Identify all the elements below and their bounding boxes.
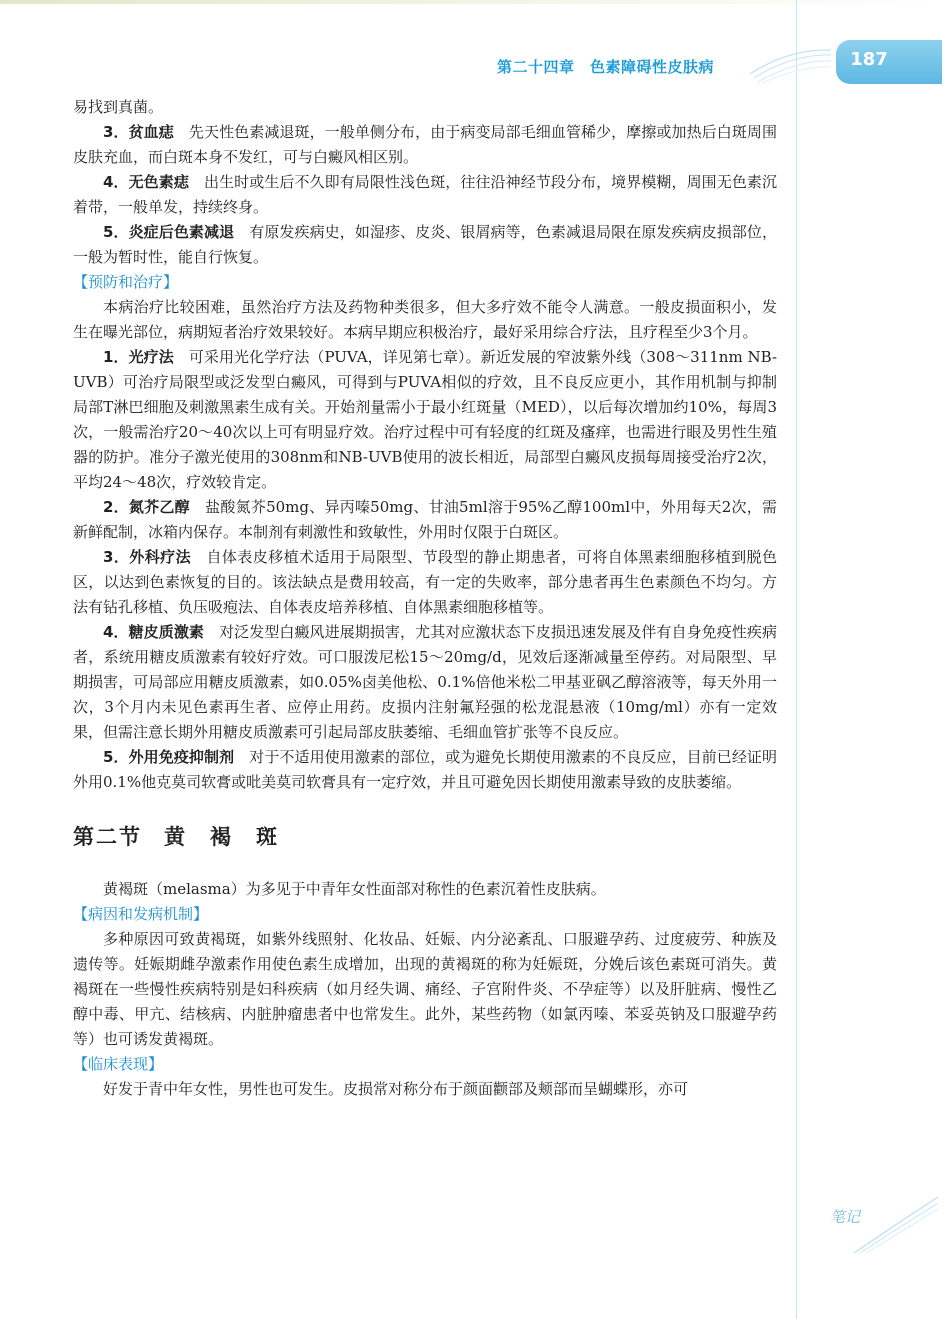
diff-item-text: 先天性色素减退斑，一般单侧分布，由于病变局部毛细血管稀少，摩擦或加热后白斑周围皮肤充血，而白斑本身不发红，可与白癜风相区别。	[73, 123, 777, 166]
chapter-header-title: 第二十四章 色素障碍性皮肤病	[497, 58, 715, 76]
diff-item-text: 有原发疾病史，如湿疹、皮炎、银屑病等，色素减退局限在原发疾病皮损部位，一般为暂时性，能自行恢复。	[73, 223, 777, 266]
notes-margin-rule	[796, 0, 797, 1319]
prevention-intro: 本病治疗比较困难，虽然治疗方法及药物种类很多，但大多疗效不能令人满意。一般皮损面积小，发生在曝光部位，病期短者治疗效果较好。本病早期应积极治疗，最好采用综合疗法，且疗程至少3个月。	[73, 298, 777, 341]
etiology-heading: 【病因和发病机制】	[73, 905, 209, 923]
treatment-label: 4．糖皮质激素	[103, 623, 204, 641]
section-number: 第二节	[73, 825, 142, 849]
treatment-item	[73, 495, 777, 545]
treatment-item	[73, 620, 777, 745]
notes-swoosh-decoration	[850, 1195, 940, 1255]
top-decorative-bar	[0, 0, 950, 4]
treatment-text: 对泛发型白癜风进展期损害，尤其对应激状态下皮损迅速发展及伴有自身免疫性疾病者，系统用糖皮质激素有较好疗效。可口服泼尼松15～20mg/d，见效后逐渐减量至停药。对局限型、早期损害，可局部应用糖皮质激素，如0.05%卤美他松、0.1%倍他米松二甲基亚砜乙醇溶液等，每天外用一次，3个月内未见色素再生者、应停止用药。皮损内注射氟羟强的松龙混悬液（10mg/ml）亦有一定效果，但需注意长期外用糖皮质激素可引起局部皮肤萎缩、毛细血管扩张等不良反应。	[73, 623, 777, 741]
melasma-intro: 黄褐斑（melasma）为多见于中青年女性面部对称性的色素沉着性皮肤病。	[103, 880, 606, 898]
page-number-tab	[836, 40, 942, 84]
treatment-label: 2．氮芥乙醇	[103, 498, 190, 516]
diff-item	[73, 120, 777, 170]
page-number: 187	[850, 49, 888, 70]
treatment-text: 对于不适用使用激素的部位，或为避免长期使用激素的不良反应，目前已经证明外用0.1%他克莫司软膏或吡美莫司软膏具有一定疗效，并且可避免因长期使用激素导致的皮肤萎缩。	[73, 748, 777, 791]
diff-item	[73, 170, 777, 220]
paragraph-continuation: 易找到真菌。	[73, 98, 164, 116]
section-name: 黄 褐 斑	[164, 825, 279, 849]
page-body	[73, 95, 777, 1102]
header-swoosh-decoration	[748, 44, 833, 84]
diff-item-label: 4．无色素痣	[103, 173, 189, 191]
treatment-text: 可采用光化学疗法（PUVA，详见第七章）。新近发展的窄波紫外线（308～311nm NB-UVB）可治疗局限型或泛发型白癜风，可得到与PUVA相似的疗效，且不良反应更小，其作用机制与抑制局部T淋巴细胞及刺激黑素生成有关。开始剂量需小于最小红斑量（MED），以后每次增加约10%，每周3次，一般需治疗20～40次以上可有明显疗效。治疗过程中可有轻度的红斑及瘙痒，也需进行眼及男性生殖器的防护。准分子激光使用的308nm和NB-UVB使用的波长相近，局部型白癜风皮损每周接受治疗2次，平均24～48次，疗效较肯定。	[73, 348, 778, 491]
diff-item-label: 3．贫血痣	[103, 123, 174, 141]
treatment-text: 自体表皮移植术适用于局限型、节段型的静止期患者，可将自体黑素细胞移植到脱色区，以达到色素恢复的目的。该法缺点是费用较高，有一定的失败率，部分患者再生色素颜色不均匀。方法有钻孔移植、负压吸疱法、自体表皮培养移植、自体黑素细胞移植等。	[73, 548, 777, 616]
section-title	[73, 795, 777, 877]
treatment-text: 盐酸氮芥50mg、异丙嗪50mg、甘油5ml溶于95%乙醇100ml中，外用每天2次，需新鲜配制，冰箱内保存。本制剂有刺激性和致敏性，外用时仅限于白斑区。	[73, 498, 777, 541]
clinical-text: 好发于青中年女性，男性也可发生。皮损常对称分布于颜面颧部及颊部而呈蝴蝶形，亦可	[103, 1080, 689, 1098]
prevention-heading: 【预防和治疗】	[73, 273, 179, 291]
treatment-label: 1．光疗法	[103, 348, 174, 366]
treatment-item	[73, 545, 777, 620]
treatment-label: 5．外用免疫抑制剂	[103, 748, 235, 766]
treatment-item	[73, 345, 777, 495]
notes-label: 笔记	[830, 1208, 861, 1226]
treatment-item	[73, 745, 777, 795]
diff-item-label: 5．炎症后色素减退	[103, 223, 235, 241]
diff-item-text: 出生时或生后不久即有局限性浅色斑，往往沿神经节段分布，境界模糊，周围无色素沉着带，一般单发，持续终身。	[73, 173, 777, 216]
clinical-heading: 【临床表现】	[73, 1055, 164, 1073]
etiology-text: 多种原因可致黄褐斑，如紫外线照射、化妆品、妊娠、内分泌紊乱、口服避孕药、过度疲劳、种族及遗传等。妊娠期雌孕激素作用使色素生成增加，出现的黄褐斑的称为妊娠斑，分娩后该色素斑可消失。黄褐斑在一些慢性疾病特别是妇科疾病（如月经失调、痛经、子宫附件炎、不孕症等）以及肝脏病、慢性乙醇中毒、甲亢、结核病、内脏肿瘤患者中也常发生。此外，某些药物（如氯丙嗪、苯妥英钠及口服避孕药等）也可诱发黄褐斑。	[73, 930, 777, 1048]
treatment-label: 3．外科疗法	[103, 548, 192, 566]
diff-item	[73, 220, 777, 270]
